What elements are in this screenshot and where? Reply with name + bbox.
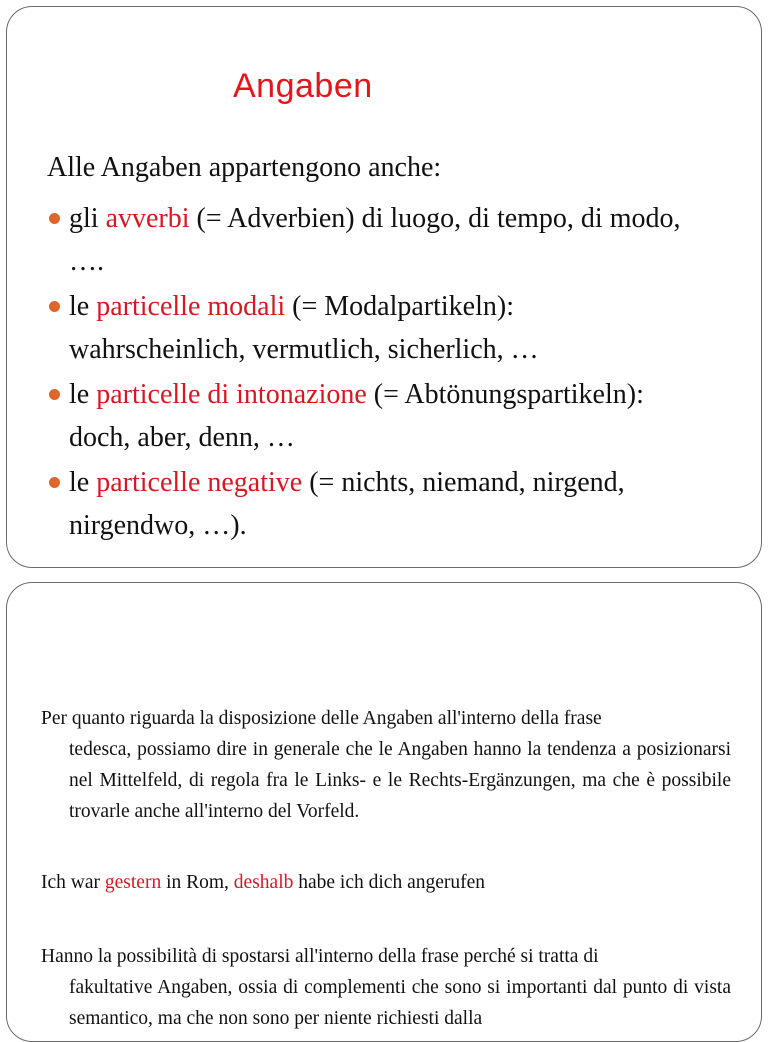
bullet-term: avverbi xyxy=(105,203,190,234)
bullet-particelle-intonazione xyxy=(47,373,757,459)
example-highlight-deshalb: deshalb xyxy=(233,872,294,893)
bullet-continuation: doch, aber, denn, … xyxy=(69,422,295,453)
example-highlight-gestern: gestern xyxy=(104,872,162,893)
paragraph-first-line: Hanno la possibilità di spostarsi all'interno della frase perché si tratta di xyxy=(41,946,599,967)
bullet-dot-icon xyxy=(49,301,60,312)
bullet-prefix: gli xyxy=(69,203,106,234)
bullet-prefix: le xyxy=(69,291,97,322)
bullet-suffix: (= nichts, niemand, nirgend, xyxy=(302,467,625,498)
slide-title: Angaben xyxy=(233,67,373,105)
bullet-dot-icon xyxy=(49,213,60,224)
bullet-continuation: nirgendwo, …). xyxy=(69,510,247,541)
bullet-dot-icon xyxy=(49,389,60,400)
slide-disposizione xyxy=(6,582,762,1042)
bullet-suffix: (= Adverbien) di luogo, di tempo, di modo, xyxy=(189,203,681,234)
paragraph-rest: tedesca, possiamo dire in generale che le Angaben hanno la tendenza a posizionarsi nel Mittelfeld, di regola fra le Links- e le Rechts-Ergänzungen, ma che è possibile trovarle anche all'interno del Vorfeld. xyxy=(69,739,731,822)
example-sentence xyxy=(41,867,485,898)
paragraph-rest: fakultative Angaben, ossia di complementi che sono si importanti dal punto di vista semantico, ma che non sono per niente richiesti dalla xyxy=(69,977,731,1029)
bullet-suffix: (= Abtönungspartikeln): xyxy=(366,379,644,410)
example-text: Ich war xyxy=(41,872,105,893)
bullet-prefix: le xyxy=(69,467,97,498)
bullet-term: particelle negative xyxy=(96,467,303,498)
slide-angaben xyxy=(6,6,762,568)
intro-text: Alle Angaben appartengono anche: xyxy=(47,152,442,183)
paragraph-disposizione xyxy=(41,703,731,827)
bullet-term: particelle modali xyxy=(96,291,286,322)
example-text: in Rom, xyxy=(161,872,234,893)
bullet-particelle-negative xyxy=(47,461,757,547)
bullet-particelle-modali xyxy=(47,285,757,371)
example-text: habe ich dich angerufen xyxy=(293,872,486,893)
bullet-continuation: …. xyxy=(69,246,104,277)
paragraph-first-line: Per quanto riguarda la disposizione delle Angaben all'interno della frase xyxy=(41,708,602,729)
bullet-suffix: (= Modalpartikeln): xyxy=(285,291,514,322)
bullet-prefix: le xyxy=(69,379,97,410)
bullet-continuation: wahrscheinlich, vermutlich, sicherlich, … xyxy=(69,334,539,365)
bullet-list xyxy=(47,197,757,549)
bullet-avverbi xyxy=(47,197,757,283)
paragraph-spostarsi xyxy=(41,941,731,1034)
bullet-dot-icon xyxy=(49,477,60,488)
bullet-term: particelle di intonazione xyxy=(96,379,367,410)
